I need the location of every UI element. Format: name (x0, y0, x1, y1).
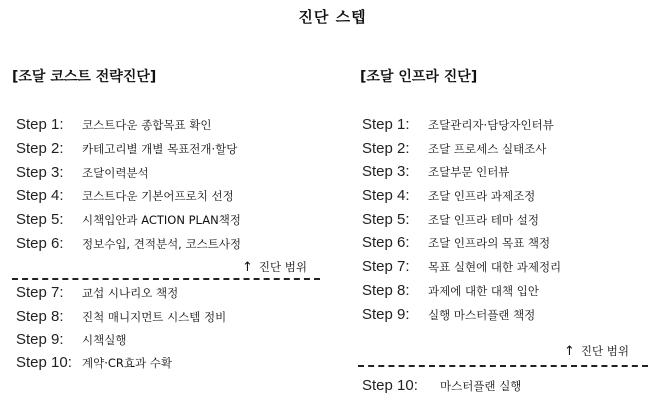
step-number: Step 7: (16, 284, 64, 301)
step-number: Step 5: (362, 211, 410, 228)
step-text: 조달이력분석 (82, 166, 149, 180)
step-row (16, 284, 178, 306)
step-number: Step 7: (362, 258, 410, 275)
step-row (362, 377, 521, 399)
step-row (362, 140, 546, 162)
step-number: Step 3: (16, 164, 64, 181)
step-row (16, 331, 126, 353)
step-text: 교섭 시나리오 책정 (82, 286, 179, 300)
step-row (362, 258, 561, 280)
step-number: Step 9: (16, 331, 64, 348)
step-row (362, 116, 554, 138)
step-number: Step 8: (16, 308, 64, 325)
step-number: Step 8: (362, 282, 410, 299)
step-text: 코스트다운 기본어프로치 선정 (82, 189, 234, 203)
step-number: Step 2: (16, 140, 64, 157)
step-text: 조달부문 인터뷰 (428, 165, 510, 179)
infra-heading: [조달 인프라 진단] (360, 69, 478, 85)
step-number: Step 10: (16, 354, 72, 371)
step-text: 목표 실현에 대한 과제정리 (428, 260, 562, 274)
step-text: 조달 인프라의 목표 책정 (428, 236, 551, 250)
step-number: Step 4: (362, 187, 410, 204)
scope-divider (12, 278, 320, 280)
step-row (362, 163, 509, 185)
step-text: 진척 매니지먼트 시스템 정비 (82, 310, 227, 324)
step-number: Step 2: (362, 140, 410, 157)
step-row (16, 140, 237, 162)
step-number: Step 6: (362, 234, 410, 251)
step-text: 실행 마스터플랜 책정 (428, 308, 536, 322)
step-row (16, 211, 241, 233)
step-number: Step 9: (362, 306, 410, 323)
step-text: 조달 인프라 테마 설정 (428, 213, 539, 227)
step-number: Step 5: (16, 211, 64, 228)
step-row (362, 187, 535, 209)
step-row (362, 282, 539, 304)
step-row (362, 234, 550, 256)
scope-label: 진단 범위 (258, 260, 307, 274)
step-number: Step 6: (16, 235, 64, 252)
step-text: 조달 프로세스 실태조사 (428, 142, 547, 156)
step-number: Step 10: (362, 377, 418, 394)
step-row (362, 306, 535, 328)
step-text: 시책입안과 ACTION PLAN책정 (82, 213, 241, 227)
scope-label: 진단 범위 (580, 344, 629, 358)
cost-strategy-heading: [조달 코스트 전략진단] (12, 69, 157, 85)
step-text: 계약·CR효과 수확 (82, 356, 172, 370)
step-number: Step 1: (362, 116, 410, 133)
scope-marker (564, 343, 629, 359)
step-number: Step 3: (362, 163, 410, 180)
step-row (16, 116, 212, 138)
step-number: Step 1: (16, 116, 64, 133)
step-text: 정보수입, 견적분석, 코스트사정 (82, 237, 242, 251)
step-row (16, 235, 241, 257)
step-text: 시책실행 (82, 333, 127, 347)
step-row (16, 354, 172, 376)
step-row (362, 211, 539, 233)
step-text: 코스트다운 종합목표 확인 (82, 118, 212, 132)
scope-divider (358, 365, 648, 367)
step-row (16, 187, 234, 209)
up-arrow-icon: ↑ (564, 344, 575, 359)
step-text: 조달 인프라 과제조정 (428, 189, 536, 203)
up-arrow-icon: ↑ (242, 260, 253, 275)
page-title: 진단 스텝 (298, 8, 367, 26)
step-text: 과제에 대한 대책 입안 (428, 284, 539, 298)
step-number: Step 4: (16, 187, 64, 204)
step-text: 마스터플랜 실행 (440, 379, 522, 393)
step-row (16, 164, 149, 186)
step-row (16, 308, 226, 330)
step-text: 조달관리자·담당자인터뷰 (428, 118, 554, 132)
step-text: 카테고리별 개별 목표전개·할당 (82, 142, 238, 156)
scope-marker (242, 259, 307, 275)
